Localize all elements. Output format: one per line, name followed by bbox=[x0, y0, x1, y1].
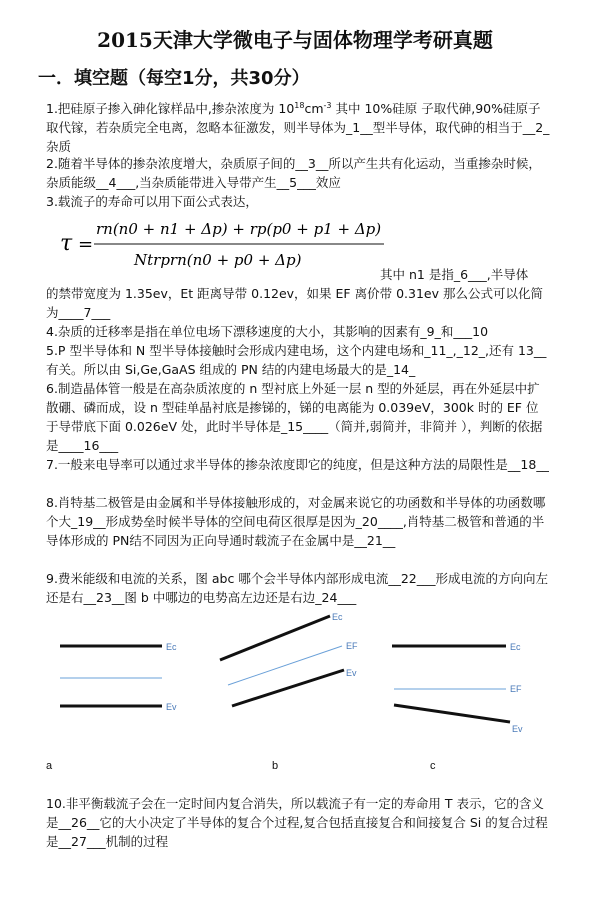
band-diagrams bbox=[0, 600, 590, 760]
diagram-b bbox=[220, 612, 358, 706]
question-10: 10.非平衡载流子会在一定时间内复合消失，所以载流子有一定的寿命用 T 表示，它的含义是__26__它的大小决定了半导体的复合个过程,复合包括直接复合和间接复合 Si 的复合过程是__27___机制的过程 bbox=[46, 796, 548, 849]
ev-label-a: Ev bbox=[166, 702, 177, 712]
question-9: 9.费米能级和电流的关系，图 abc 哪个会半导体内部形成电流__22___形成电流的方向向左还是右__23__图 b 中哪边的电势高左边还是右边_24___ bbox=[46, 571, 548, 605]
ev-line-b bbox=[232, 670, 344, 706]
ec-label-b: Ec bbox=[332, 612, 343, 622]
ef-label-b: EF bbox=[346, 641, 358, 651]
question-3-note: 其中 n1 是指_6___,半导体 bbox=[380, 267, 529, 282]
ev-label-b: Ev bbox=[346, 668, 357, 678]
formula-denominator: Ntrprn(n0 + p0 + Δp) bbox=[134, 251, 302, 269]
question-1: 1.把硅原子掺入砷化镓样品中,掺杂浓度为 $10^{18}cm^{-3}$ 其中 10%硅原 子取代砷,90%硅原子取代镓，若杂质完全电离，忽略本征激发，则半导体为_1__型半导体，取代砷的相当于__2_杂质 bbox=[46, 101, 550, 155]
ev-label-c: Ev bbox=[512, 724, 523, 734]
caption-a: a bbox=[46, 760, 53, 772]
question-5: 5.P 型半导体和 N 型半导体接触时会形成内建电场，这个内建电场和_11_,_12_,还有 13__有关。所以由 Si,Ge,GaAS 组成的 PN 结的内建电场最大的是_14_ bbox=[46, 343, 547, 377]
question-4: 4.杂质的迁移率是指在单位电场下漂移速度的大小，其影响的因素有_9_和___10 bbox=[46, 324, 489, 339]
question-8: 8.肖特基二极管是由金属和半导体接触形成的，对金属来说它的功函数和半导体的功函数哪个大_19__形成势垒时候半导体的空间电荷区很厚是因为_20____,肖特基二极管和普通的半导体形成的 PN结不同因为正向导通时载流子在金属中是__21__ bbox=[46, 495, 546, 548]
caption-b: b bbox=[272, 760, 279, 772]
diagram-c bbox=[392, 642, 523, 734]
equals-sign: = bbox=[78, 234, 94, 255]
question-6: 6.制造晶体管一般是在高杂质浓度的 n 型衬底上外延一层 n 型的外延层，再在外延层中扩散硼、磷而成，设 n 型硅单晶衬底是掺锑的，锑的电离能为 0.039eV，300k 时的 EF 位于导带底下面 0.026eV 处，此时半导体是_15____（简并,弱简并，非简并 ），判断的依据是____16___ bbox=[46, 381, 543, 453]
question-3: 3.载流子的寿命可以用下面公式表达， bbox=[46, 194, 258, 209]
ec-label-c: Ec bbox=[510, 642, 521, 652]
tau-symbol: τ bbox=[60, 231, 73, 256]
page-title: 2015天津大学微电子与固体物理学考研真题 bbox=[97, 28, 493, 52]
question-3-continued: 的禁带宽度为 1.35ev，Et 距离导带 0.12ev，如果 EF 离价带 0.31ev 那么公式可以化简为____7___ bbox=[46, 286, 543, 320]
ec-line-b bbox=[220, 616, 330, 660]
ef-line-b bbox=[228, 646, 342, 685]
ec-label-a: Ec bbox=[166, 642, 177, 652]
question-7: 7.一般来电导率可以通过求半导体的掺杂浓度即它的纯度，但是这种方法的局限性是__18__ bbox=[46, 457, 549, 472]
formula-numerator: rn(n0 + n1 + Δp) + rp(p0 + p1 + Δp) bbox=[96, 220, 382, 238]
question-2: 2.随着半导体的掺杂浓度增大，杂质原子间的__3__所以产生共有化运动，当重掺杂时候，杂质能级__4___,当杂质能带进入导带产生__5___效应 bbox=[46, 156, 541, 190]
lifetime-formula bbox=[58, 210, 388, 272]
ef-label-c: EF bbox=[510, 684, 522, 694]
section-heading: 一．填空题（每空1分，共30分） bbox=[38, 68, 310, 89]
ev-line-c bbox=[394, 705, 510, 722]
caption-c: c bbox=[430, 760, 436, 772]
diagram-a bbox=[60, 642, 177, 712]
